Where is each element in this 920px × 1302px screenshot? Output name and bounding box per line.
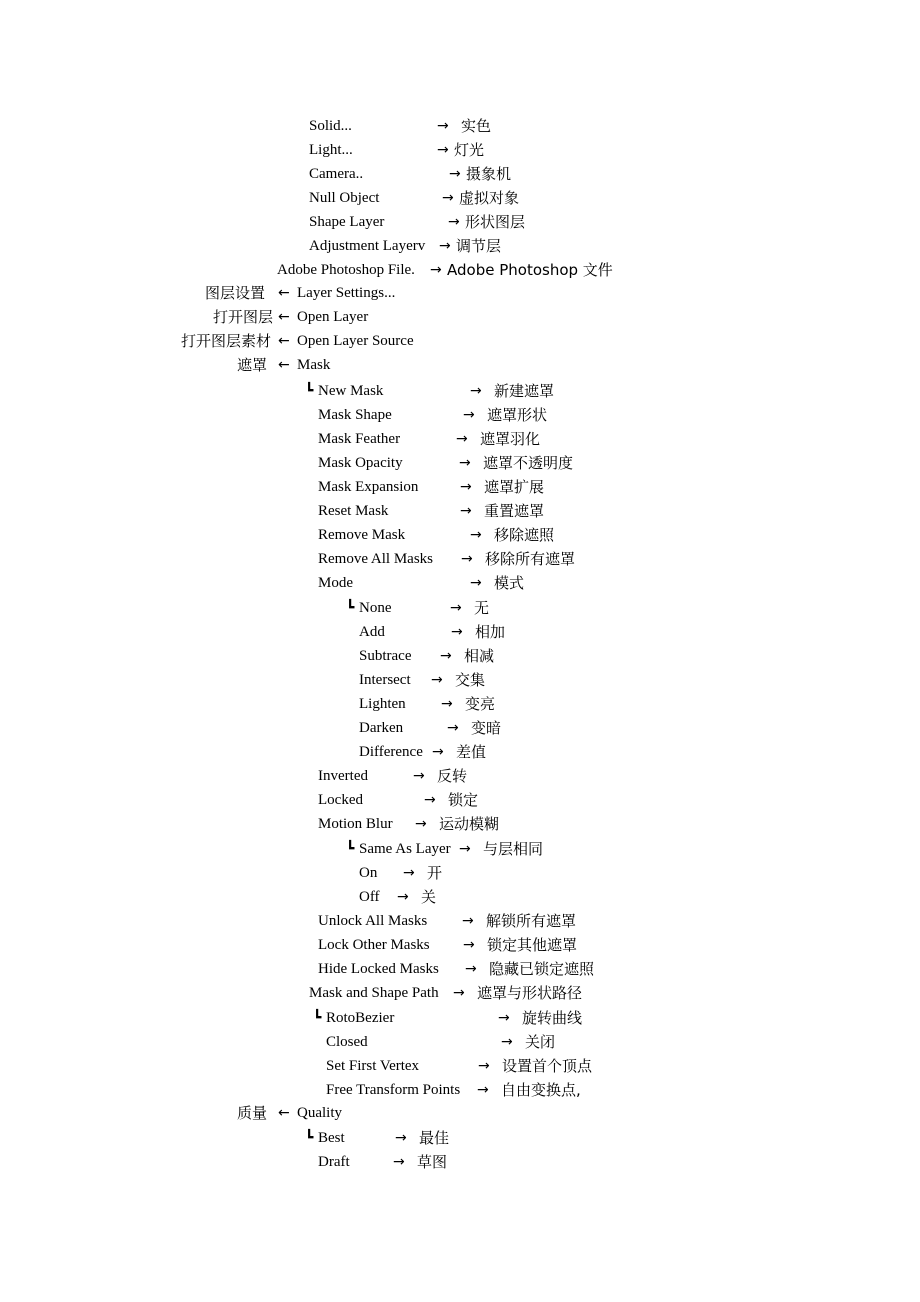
chinese-label: 遮罩不透明度	[483, 454, 574, 472]
right-arrow-icon: →	[442, 190, 454, 206]
left-arrow-icon: ←	[278, 357, 290, 373]
english-label: Mask Expansion	[318, 479, 419, 495]
chinese-label: 移除所有遮罩	[485, 550, 576, 568]
right-arrow-icon: →	[459, 841, 471, 857]
chinese-label: 图层设置	[205, 284, 266, 302]
english-label: Null Object	[309, 190, 380, 206]
right-arrow-icon: →	[447, 720, 459, 736]
english-label: Same As Layer	[359, 841, 451, 857]
right-arrow-icon: →	[393, 1154, 405, 1170]
english-label: Mask Opacity	[318, 455, 403, 471]
right-arrow-icon: →	[470, 527, 482, 543]
english-label: Mask	[297, 357, 331, 373]
english-label: Mask and Shape Path	[309, 985, 439, 1001]
chinese-label: 草图	[417, 1153, 448, 1171]
chinese-label: 遮罩	[237, 356, 268, 374]
chinese-label: 解锁所有遮罩	[486, 912, 577, 930]
left-arrow-icon: ←	[278, 285, 290, 301]
chinese-label: 摄象机	[466, 165, 512, 183]
right-arrow-icon: →	[395, 1130, 407, 1146]
left-arrow-icon: ←	[278, 333, 290, 349]
chinese-label: 打开图层	[213, 308, 274, 326]
right-arrow-icon: →	[450, 600, 462, 616]
left-arrow-icon: ←	[278, 309, 290, 325]
chinese-label: 运动模糊	[439, 815, 500, 833]
english-label: Closed	[326, 1034, 368, 1050]
chinese-label: 虚拟对象	[459, 189, 520, 207]
english-label: Mask Shape	[318, 407, 392, 423]
english-label: Reset Mask	[318, 503, 389, 519]
english-label: Motion Blur	[318, 816, 393, 832]
right-arrow-icon: →	[460, 479, 472, 495]
chinese-label: 交集	[455, 671, 486, 689]
english-label: Draft	[318, 1154, 350, 1170]
right-arrow-icon: →	[456, 431, 468, 447]
english-label: Mask Feather	[318, 431, 401, 447]
english-label: Lighten	[359, 696, 406, 712]
right-arrow-icon: →	[453, 985, 465, 1001]
chinese-label: 锁定其他遮罩	[487, 936, 578, 954]
right-arrow-icon: →	[431, 672, 443, 688]
english-label: Subtrace	[359, 648, 412, 664]
chinese-label: 遮罩扩展	[484, 478, 545, 496]
right-arrow-icon: →	[470, 575, 482, 591]
english-label: New Mask	[318, 383, 384, 399]
right-arrow-icon: →	[459, 455, 471, 471]
chinese-label: 与层相同	[483, 840, 544, 858]
chinese-label: 最佳	[419, 1129, 450, 1147]
chinese-label: 遮罩羽化	[480, 430, 541, 448]
chinese-label: 差值	[456, 743, 487, 761]
chinese-label: 反转	[437, 767, 468, 785]
chinese-label: 设置首个顶点	[502, 1057, 593, 1075]
chinese-label: 关闭	[525, 1033, 556, 1051]
chinese-label: 相加	[475, 623, 506, 641]
chinese-label: 灯光	[454, 141, 485, 159]
right-arrow-icon: →	[462, 913, 474, 929]
tree-corner-icon: ┗	[313, 1010, 322, 1026]
chinese-label: 变亮	[465, 695, 496, 713]
right-arrow-icon: →	[498, 1010, 510, 1026]
chinese-label: 锁定	[448, 791, 479, 809]
english-label: Quality	[297, 1105, 342, 1121]
chinese-label: 开	[427, 864, 443, 882]
chinese-label: 自由变换点,	[501, 1081, 581, 1099]
chinese-label: 实色	[461, 117, 492, 135]
english-label: Locked	[318, 792, 363, 808]
english-label: Lock Other Masks	[318, 937, 430, 953]
chinese-label: 移除遮照	[494, 526, 555, 544]
chinese-label: Adobe Photoshop 文件	[447, 261, 613, 279]
right-arrow-icon: →	[478, 1058, 490, 1074]
right-arrow-icon: →	[432, 744, 444, 760]
chinese-label: 隐藏已锁定遮照	[489, 960, 595, 978]
chinese-label: 遮罩形状	[487, 406, 548, 424]
english-label: Open Layer	[297, 309, 369, 325]
english-label: Open Layer Source	[297, 333, 414, 349]
right-arrow-icon: →	[430, 262, 442, 278]
english-label: Difference	[359, 744, 423, 760]
english-label: Light...	[309, 142, 353, 158]
english-label: Off	[359, 889, 380, 905]
english-label: Solid...	[309, 118, 352, 134]
right-arrow-icon: →	[451, 624, 463, 640]
right-arrow-icon: →	[441, 696, 453, 712]
english-label: None	[359, 600, 392, 616]
chinese-label: 模式	[494, 574, 525, 592]
right-arrow-icon: →	[397, 889, 409, 905]
right-arrow-icon: →	[463, 407, 475, 423]
chinese-label: 形状图层	[465, 213, 526, 231]
english-label: Unlock All Masks	[318, 913, 428, 929]
chinese-label: 遮罩与形状路径	[477, 984, 583, 1002]
tree-corner-icon: ┗	[346, 600, 355, 616]
right-arrow-icon: →	[437, 142, 449, 158]
left-arrow-icon: ←	[278, 1105, 290, 1121]
english-label: Add	[359, 624, 385, 640]
english-label: On	[359, 865, 378, 881]
right-arrow-icon: →	[501, 1034, 513, 1050]
right-arrow-icon: →	[465, 961, 477, 977]
right-arrow-icon: →	[460, 503, 472, 519]
tree-corner-icon: ┗	[346, 841, 355, 857]
tree-corner-icon: ┗	[305, 1130, 314, 1146]
chinese-label: 变暗	[471, 719, 502, 737]
english-label: Best	[318, 1130, 345, 1146]
tree-corner-icon: ┗	[305, 383, 314, 399]
right-arrow-icon: →	[403, 865, 415, 881]
chinese-label: 相减	[464, 647, 495, 665]
right-arrow-icon: →	[461, 551, 473, 567]
right-arrow-icon: →	[413, 768, 425, 784]
english-label: Layer Settings...	[297, 285, 396, 301]
english-label: RotoBezier	[326, 1010, 395, 1026]
english-label: Remove Mask	[318, 527, 406, 543]
chinese-label: 旋转曲线	[522, 1009, 583, 1027]
english-label: Darken	[359, 720, 404, 736]
chinese-label: 新建遮罩	[494, 382, 555, 400]
right-arrow-icon: →	[440, 648, 452, 664]
english-label: Camera..	[309, 166, 364, 182]
right-arrow-icon: →	[477, 1082, 489, 1098]
right-arrow-icon: →	[437, 118, 449, 134]
english-label: Mode	[318, 575, 353, 591]
english-label: Adobe Photoshop File.	[277, 262, 415, 278]
english-label: Set First Vertex	[326, 1058, 420, 1074]
chinese-label: 关	[421, 888, 437, 906]
english-label: Free Transform Points	[326, 1082, 461, 1098]
right-arrow-icon: →	[439, 238, 451, 254]
right-arrow-icon: →	[415, 816, 427, 832]
chinese-label: 重置遮罩	[484, 502, 545, 520]
right-arrow-icon: →	[448, 214, 460, 230]
english-label: Adjustment Layerv	[309, 238, 426, 254]
list-item	[0, 1152, 448, 1252]
chinese-label: 调节层	[456, 237, 502, 255]
english-label: Remove All Masks	[318, 551, 433, 567]
right-arrow-icon: →	[470, 383, 482, 399]
right-arrow-icon: →	[463, 937, 475, 953]
chinese-label: 质量	[237, 1104, 268, 1122]
english-label: Inverted	[318, 768, 368, 784]
chinese-label: 无	[474, 599, 490, 617]
english-label: Intersect	[359, 672, 411, 688]
english-label: Shape Layer	[309, 214, 385, 230]
english-label: Hide Locked Masks	[318, 961, 439, 977]
right-arrow-icon: →	[449, 166, 461, 182]
right-arrow-icon: →	[424, 792, 436, 808]
chinese-label: 打开图层素材	[181, 332, 272, 350]
